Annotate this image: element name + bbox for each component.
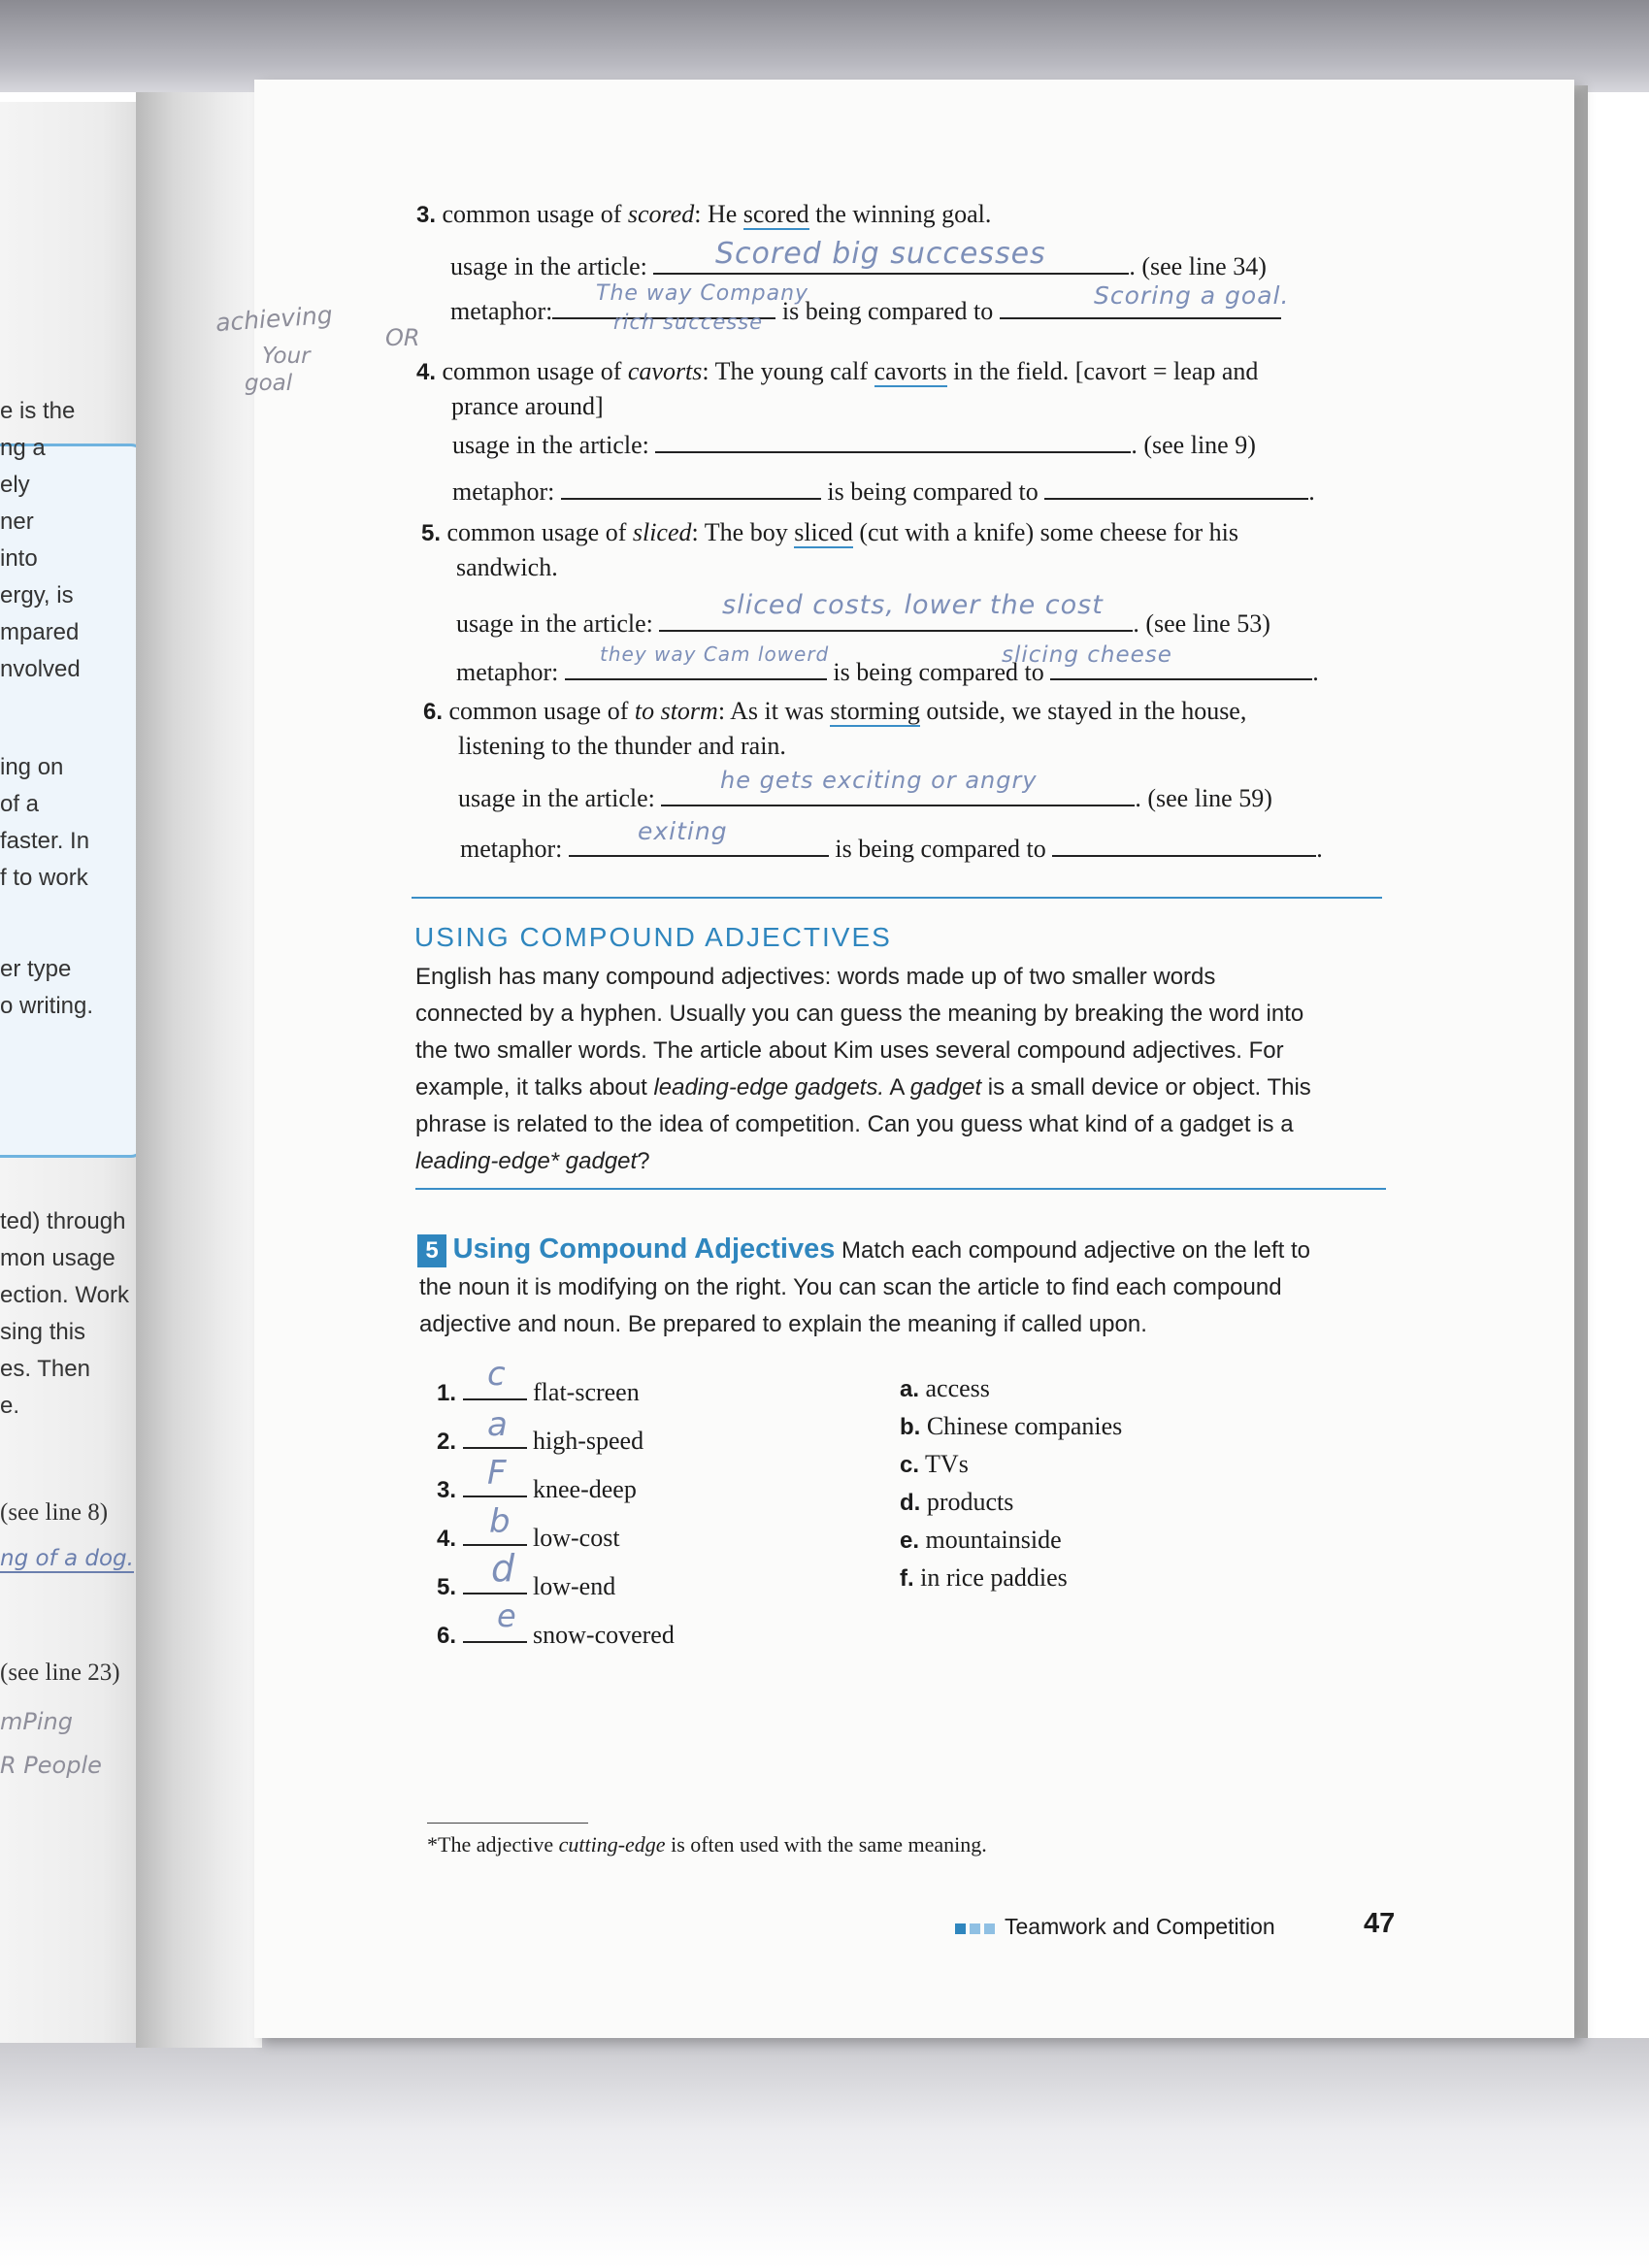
left-text-line: mon usage — [0, 1245, 115, 1271]
item-6-metaphor-answer: exiting — [638, 817, 728, 845]
item-5-compared-blank[interactable] — [1050, 678, 1312, 680]
footer-section-title: Teamwork and Competition — [1004, 1914, 1275, 1939]
left-text-line: e is the — [0, 398, 76, 424]
match-answer-blank[interactable] — [463, 1641, 527, 1643]
match-answer: d — [491, 1547, 516, 1590]
match-left-item: 1. flat-screen — [437, 1378, 640, 1406]
workbook-page — [214, 80, 1574, 2038]
footer-square-icon — [955, 1923, 966, 1934]
item-3-compared-answer: Scoring a goal. — [1094, 281, 1290, 310]
item-5-metaphor-row: metaphor: is being compared to . — [456, 658, 1319, 686]
paragraph-line: English has many compound adjectives: words made up of two smaller words — [415, 964, 1216, 990]
paragraph-line: leading-edge* gadget? — [415, 1148, 650, 1174]
left-text-line: ner — [0, 509, 34, 535]
left-page — [0, 102, 146, 2043]
left-text-line: er type — [0, 956, 72, 982]
exercise-title: Using Compound Adjectives — [452, 1233, 836, 1265]
match-right-item: b. Chinese companies — [900, 1412, 1123, 1440]
left-text-line: ted) through — [0, 1208, 126, 1234]
item-6-usage-answer: he gets exciting or angry — [720, 767, 1038, 794]
margin-note: achieving — [214, 300, 334, 338]
paragraph-line: connected by a hyphen. Usually you can guess the meaning by breaking the word into — [415, 1001, 1304, 1027]
left-handwriting: mPing — [0, 1708, 73, 1735]
paragraph-line: the two smaller words. The article about Kim uses several compound adjectives. For — [415, 1037, 1284, 1064]
match-answer-blank[interactable] — [463, 1593, 527, 1594]
item-6-prompt: 6. common usage of to storm: As it was storming outside, we stayed in the house, — [423, 697, 1247, 725]
left-text-line: ng a — [0, 435, 46, 461]
left-text-line: into — [0, 545, 38, 572]
item-5-usage-row: usage in the article: . (see line 53) — [456, 609, 1270, 638]
footnote-rule — [427, 1823, 588, 1824]
left-text-line: e. — [0, 1393, 20, 1419]
item-6-metaphor-row: metaphor: is being compared to . — [460, 835, 1323, 863]
section-heading: USING COMPOUND ADJECTIVES — [414, 922, 892, 952]
match-right-item: d. products — [900, 1488, 1014, 1516]
item-6-usage-row: usage in the article: . (see line 59) — [458, 784, 1272, 812]
footnote: *The adjective cutting-edge is often used with the same meaning. — [427, 1832, 987, 1857]
item-6-metaphor-blank[interactable] — [569, 855, 829, 857]
exercise-instructions: the noun it is modifying on the right. You can scan the article to find each compound — [419, 1274, 1282, 1300]
left-text-line: (see line 8) — [0, 1499, 109, 1526]
exercise-header: 5 Using Compound Adjectives Match each compound adjective on the left to — [417, 1231, 1310, 1269]
left-text-line: faster. In — [0, 828, 90, 854]
match-answer-blank[interactable] — [463, 1544, 527, 1546]
paragraph-line: example, it talks about leading-edge gadgets. A gadget is a small device or object. This — [415, 1074, 1311, 1101]
match-left-item: 5. low-end — [437, 1572, 616, 1600]
left-text-line: ection. Work — [0, 1282, 129, 1308]
match-right-item: c. TVs — [900, 1450, 969, 1478]
item-6-usage-blank[interactable] — [661, 805, 1135, 806]
item-5-compared-answer: slicing cheese — [1002, 642, 1172, 668]
left-text-line: sing this — [0, 1319, 86, 1345]
match-answer: b — [489, 1502, 511, 1541]
match-answer: a — [487, 1405, 509, 1444]
item-4-usage-blank[interactable] — [655, 451, 1131, 453]
margin-note: OR — [385, 324, 420, 351]
book-gutter — [136, 92, 262, 2048]
match-answer-blank[interactable] — [463, 1447, 527, 1449]
item-4-metaphor-row: metaphor: is being compared to . — [452, 477, 1315, 506]
item-3-compared-blank[interactable] — [1000, 317, 1281, 319]
left-text-line: ely — [0, 472, 30, 498]
left-text-line: (see line 23) — [0, 1660, 120, 1686]
scanner-edge-top — [0, 0, 1649, 92]
item-6-compared-blank[interactable] — [1052, 855, 1316, 857]
margin-note: goal — [245, 371, 293, 396]
match-answer: c — [487, 1355, 507, 1394]
left-text-line: ing on — [0, 754, 64, 780]
item-5-usage-answer: sliced costs, lower the cost — [722, 590, 1104, 620]
left-text-line: ergy, is — [0, 582, 74, 608]
match-answer-blank[interactable] — [463, 1496, 527, 1497]
match-answer-blank[interactable] — [463, 1398, 527, 1400]
item-3-metaphor-row: metaphor: is being compared to — [450, 297, 1281, 326]
item-3-usage-answer: Scored big successes — [715, 237, 1046, 271]
page-footer — [955, 1914, 1275, 1940]
left-text-line: mpared — [0, 619, 80, 645]
match-left-item: 3. knee-deep — [437, 1475, 637, 1503]
item-4-prompt-line-2: prance around] — [451, 392, 604, 420]
left-text-line: nvolved — [0, 656, 81, 682]
match-left-item: 4. low-cost — [437, 1524, 620, 1552]
item-5-prompt-line-2: sandwich. — [456, 553, 558, 581]
left-text-line: es. Then — [0, 1356, 90, 1382]
item-5-metaphor-blank[interactable] — [565, 678, 827, 680]
match-right-item: a. access — [900, 1374, 990, 1402]
section-divider — [412, 897, 1382, 899]
item-5-metaphor-answer: they way Cam lowerd — [600, 642, 830, 666]
item-3-prompt: 3. common usage of scored: He scored the winning goal. — [416, 200, 992, 228]
match-left-item: 2. high-speed — [437, 1427, 644, 1455]
item-3-usage-row: usage in the article: . (see line 34) — [450, 252, 1267, 280]
item-4-prompt: 4. common usage of cavorts: The young calf cavorts in the field. [cavort = leap and — [416, 357, 1259, 385]
match-right-item: f. in rice paddies — [900, 1563, 1068, 1592]
footer-square-icon — [970, 1923, 980, 1934]
item-3-metaphor-answer: The way Company — [596, 281, 809, 306]
left-text-line: of a — [0, 791, 40, 817]
left-handwriting: R People — [0, 1752, 102, 1779]
left-text-line: o writing. — [0, 993, 94, 1019]
item-4-compared-blank[interactable] — [1044, 498, 1308, 500]
match-right-item: e. mountainside — [900, 1526, 1062, 1554]
item-3-metaphor-answer-2: rich successe — [613, 311, 764, 334]
match-answer: F — [487, 1454, 508, 1493]
scanner-edge-bottom — [0, 2038, 1649, 2268]
margin-note: Your — [262, 344, 311, 369]
page-edge — [1572, 85, 1588, 2038]
exercise-instructions: adjective and noun. Be prepared to explain the meaning if called upon. — [419, 1311, 1147, 1337]
left-text-line: f to work — [0, 865, 88, 891]
left-handwriting: ng of a dog. — [0, 1546, 134, 1571]
footer-square-icon — [984, 1923, 995, 1934]
item-5-prompt: 5. common usage of sliced: The boy sliced (cut with a knife) some cheese for his — [421, 518, 1238, 546]
item-4-usage-row: usage in the article: . (see line 9) — [452, 431, 1256, 459]
match-left-item: 6. snow-covered — [437, 1621, 675, 1649]
paragraph-line: phrase is related to the idea of competition. Can you guess what kind of a gadget is a — [415, 1111, 1294, 1137]
section-divider — [415, 1188, 1386, 1190]
item-4-metaphor-blank[interactable] — [561, 498, 821, 500]
item-3-usage-blank[interactable] — [653, 273, 1129, 275]
page-number: 47 — [1364, 1908, 1396, 1939]
match-answer: e — [497, 1597, 517, 1634]
item-6-prompt-line-2: listening to the thunder and rain. — [458, 732, 786, 760]
item-5-usage-blank[interactable] — [659, 630, 1133, 632]
exercise-number-badge: 5 — [417, 1234, 446, 1267]
